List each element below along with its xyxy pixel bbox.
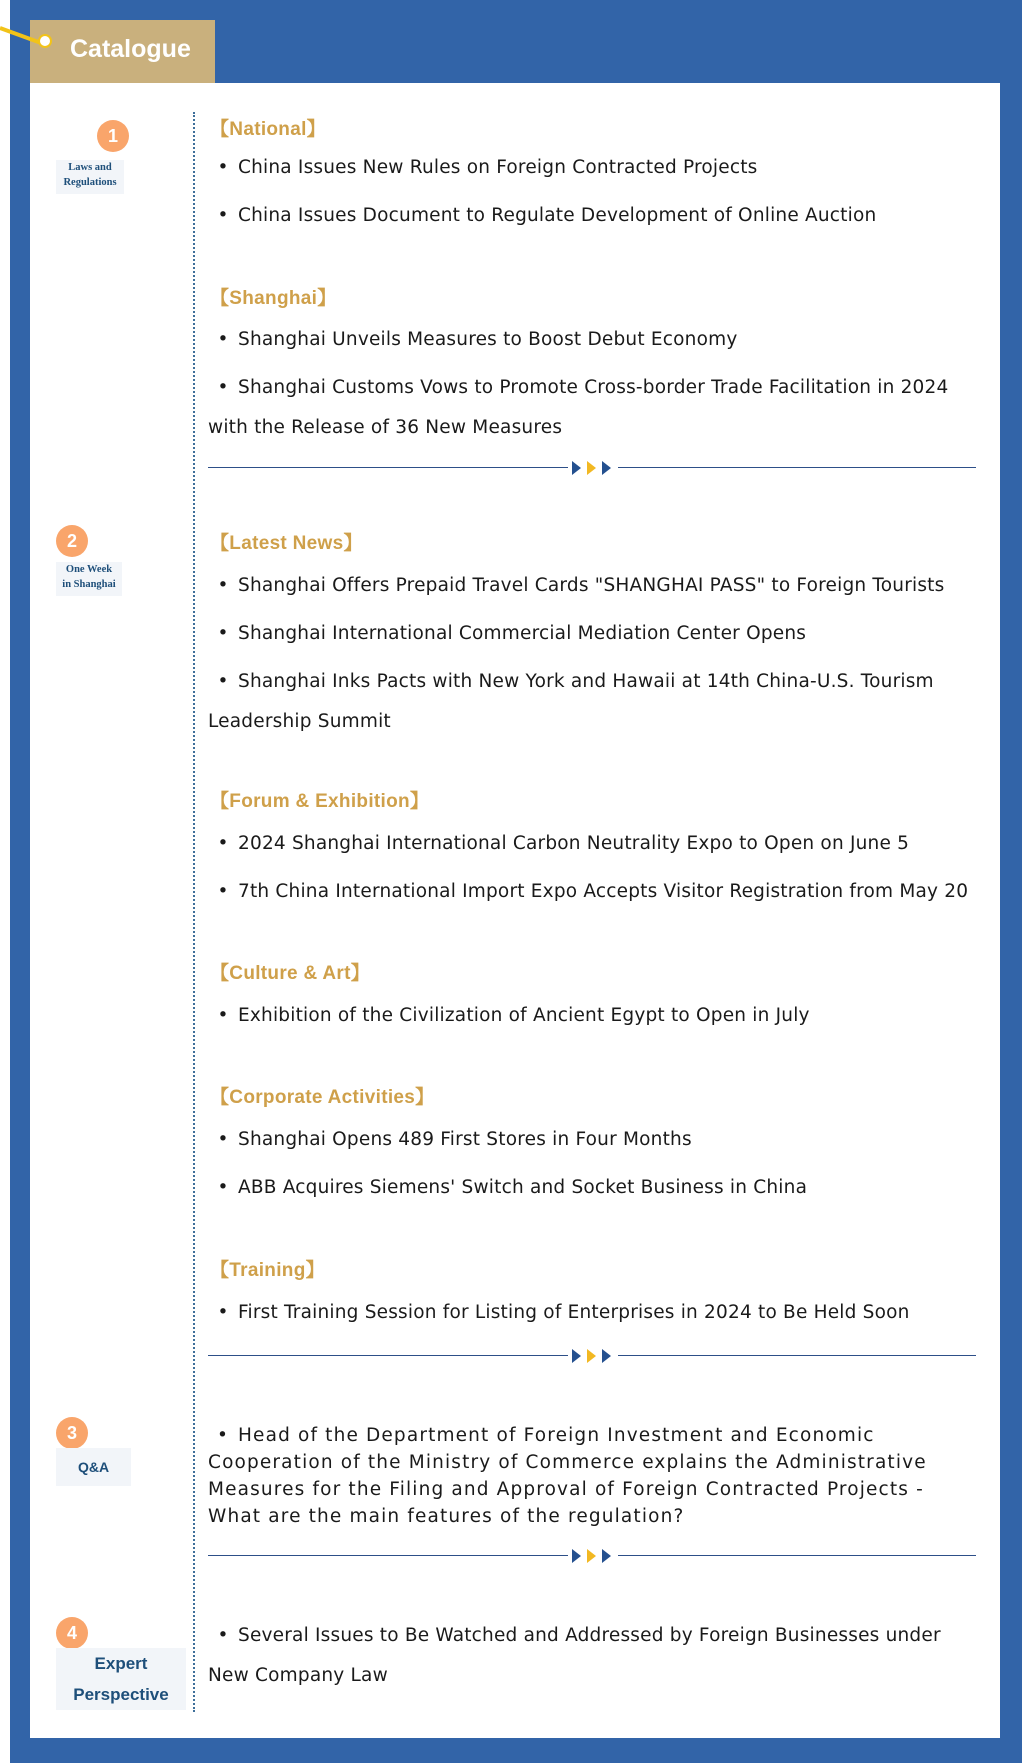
item-text: 7th China International Import Expo Accepts Visitor Registration from May 20 [238,881,969,902]
item-text: Shanghai Offers Prepaid Travel Cards "SHANGHAI PASS" to Foreign Tourists [238,575,945,596]
section-label-line: One Week [65,564,113,575]
bullet-icon: • [217,205,229,226]
bullet-icon: • [217,1177,229,1198]
bullet-icon: • [217,881,229,902]
list-item[interactable] [208,1422,978,1530]
item-text: 2024 Shanghai International Carbon Neutrality Expo to Open on June 5 [238,833,910,854]
section-divider [208,1346,976,1366]
section-divider [208,458,976,478]
bullet-icon: • [217,377,229,398]
section-label-line: Laws and [68,162,112,173]
item-text: Shanghai Opens 489 First Stores in Four Months [238,1129,692,1150]
divider-line [618,1555,976,1556]
list-item[interactable] [208,614,978,654]
section-number-2: 2 [56,525,88,557]
bullet-icon: • [217,833,229,854]
section-label-expert [56,1648,186,1710]
bullet-icon: • [217,329,229,350]
divider-line [618,1355,976,1356]
arrow-icon [572,461,581,475]
list-item[interactable] [208,996,978,1036]
divider-line [208,1555,568,1556]
tab-dot-icon [38,34,52,48]
list-item[interactable] [208,872,978,912]
list-item[interactable] [208,1616,978,1696]
bullet-icon: • [217,1302,229,1323]
section-label-line: in Shanghai [62,579,116,591]
section-label-qa [56,1448,131,1486]
section-label-line: Expert [94,1654,148,1673]
bullet-icon: • [217,157,229,178]
section-number-3: 3 [56,1417,88,1449]
item-text: Shanghai Customs Vows to Promote Cross-border Trade Facilitation in 2024 with the Release of 36 New Measures [208,377,949,438]
item-text: ABB Acquires Siemens' Switch and Socket Business in China [238,1177,808,1198]
item-text: Exhibition of the Civilization of Ancient Egypt to Open in July [238,1005,810,1026]
heading-national: 【National】 [210,119,326,140]
section-label-line: Q&A [77,1459,110,1475]
item-text: Shanghai International Commercial Mediation Center Opens [238,623,807,644]
list-item[interactable] [208,368,978,448]
catalogue-title: Catalogue [70,35,191,63]
bullet-icon: • [217,1005,229,1026]
item-text: First Training Session for Listing of Enterprises in 2024 to Be Held Soon [238,1302,910,1323]
list-item[interactable] [208,1120,978,1160]
heading-culture-art: 【Culture & Art】 [210,963,371,984]
bullet-icon: • [216,1425,230,1446]
list-item[interactable] [208,196,978,236]
heading-training: 【Training】 [210,1260,325,1281]
bullet-icon: • [217,1625,229,1646]
list-item[interactable] [208,824,978,864]
arrow-icon [572,1349,581,1363]
section-label-line: Regulations [63,177,117,189]
section-label-one-week [56,562,122,596]
bullet-icon: • [217,623,229,644]
arrow-icon [587,1349,596,1363]
list-item[interactable] [208,1168,978,1208]
divider-line [208,467,568,468]
item-text: Shanghai Inks Pacts with New York and Hawaii at 14th China-U.S. Tourism Leadership Summit [208,671,934,732]
bullet-icon: • [217,671,229,692]
arrow-icon [602,1549,611,1563]
list-item[interactable] [208,320,978,360]
heading-forum-exhibition: 【Forum & Exhibition】 [210,791,430,812]
item-text: Shanghai Unveils Measures to Boost Debut Economy [238,329,738,350]
section-number-1: 1 [97,120,129,152]
vertical-separator [193,112,195,1712]
section-label-line: Perspective [73,1685,169,1704]
list-item[interactable] [208,1293,978,1333]
item-text: Head of the Department of Foreign Investment and Economic Cooperation of the Ministry of Commerce explains the Administrative Measures for the Filing and Approval of Foreign Contracted Projects - What are the main features of the regulation? [208,1425,927,1527]
arrow-icon [587,1549,596,1563]
arrow-icon [602,461,611,475]
arrow-icon [572,1549,581,1563]
item-text: China Issues Document to Regulate Development of Online Auction [238,205,877,226]
section-divider [208,1546,976,1566]
divider-line [208,1355,568,1356]
list-item[interactable] [208,662,978,742]
arrow-icon [602,1349,611,1363]
heading-latest-news: 【Latest News】 [210,533,363,554]
list-item[interactable] [208,566,978,606]
section-number-4: 4 [56,1617,88,1649]
bullet-icon: • [217,575,229,596]
bullet-icon: • [217,1129,229,1150]
divider-line [618,467,976,468]
list-item[interactable] [208,148,978,188]
section-label-laws [56,160,124,194]
heading-corporate-activities: 【Corporate Activities】 [210,1087,435,1108]
heading-shanghai: 【Shanghai】 [210,288,337,309]
item-text: China Issues New Rules on Foreign Contracted Projects [238,157,758,178]
arrow-icon [587,461,596,475]
item-text: Several Issues to Be Watched and Addressed by Foreign Businesses under New Company Law [208,1625,941,1686]
